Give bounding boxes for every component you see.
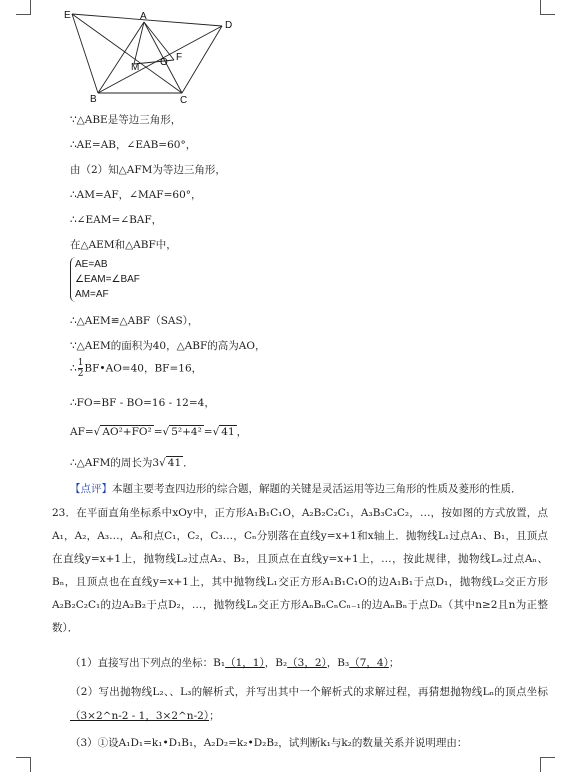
comment-badge: 【点评】 — [70, 483, 112, 495]
solution-line-7: ∴△AEM≌△ABF（SAS）， — [70, 315, 199, 327]
q1-sep-1: ，B₂ — [264, 657, 288, 669]
sqrt-expression-1: AO²+FO² — [102, 426, 152, 438]
fraction-denominator: 2 — [77, 369, 84, 379]
geometry-figure — [62, 6, 242, 106]
problem-23-text: 23．在平面直角坐标系中xOy中，正方形A₁B₁C₁O，A₂B₂C₂C₁，A₃B₃C₃C₂，…，按如图的方式放置，点A₁，A₂，A₃…，Aₙ和点C₁，C₂，C₃…，Cₙ分别落在直线y=x+1和x轴上．抛物线L₁过点A₁、B₁，且顶点在直线y=x+1上，抛物线L₂过点A₂、B₂，且顶点在直线y=x+1上，…，按此规律，抛物线Lₙ过点Aₙ、Bₙ，且顶点也在直线y=x+1上，其中抛物线L₁交正方形A₁B₁C₁O的边A₁B₁于点D₁，抛物线L₂交正方形A₂B₂C₂C₁的边A₂B₂于点D₂，…，抛物线Lₙ交正方形AₙBₙCₙCₙ₋₁的边AₙBₙ于点Dₙ（其中n≥2且n为正整数）． — [52, 507, 548, 634]
point-label-c: C — [180, 95, 188, 106]
therefore-symbol: ∴ — [70, 362, 77, 375]
corner-mark-top-left — [16, 0, 31, 15]
solution-line-1: ∵△ABE是等边三角形， — [70, 114, 182, 126]
comment-line — [70, 481, 522, 496]
point-label-e: E — [64, 10, 71, 21]
system-row-3: AM=AF — [75, 289, 109, 300]
sqrt-expression-2: 5²+4² — [171, 426, 202, 438]
line-11-end: ， — [236, 426, 248, 438]
sqrt-expression-3: 41 — [221, 426, 235, 438]
answer-b2: （3，2） — [287, 657, 327, 669]
system-row-1: AE=AB — [75, 259, 108, 270]
perimeter-sqrt: 41 — [167, 457, 182, 469]
corner-mark-bottom-left — [16, 757, 31, 772]
solution-line-9 — [70, 358, 202, 379]
solution-line-4: ∴AM=AF，∠MAF=60°， — [70, 189, 202, 201]
answer-b3: （7，4） — [349, 657, 389, 669]
answer-b1: （1，1） — [225, 657, 265, 669]
comment-text: 本题主要考查四边形的综合题，解题的关键是灵活运用等边三角形的性质及菱形的性质． — [112, 483, 522, 495]
line-12-end: ． — [183, 457, 194, 469]
answer-vertex: （3×2^n-2 - 1，3×2^n-2） — [70, 710, 210, 722]
fraction-half — [78, 358, 84, 379]
equals-sign-1: = — [153, 426, 163, 438]
point-label-b: B — [90, 94, 97, 105]
q2-text: （2）写出抛物线L₂、、L₃的解析式，并写出其中一个解析式的求解过程，再猜想抛物线Lₙ的顶点坐标 — [70, 686, 548, 698]
equals-sign-2: = — [203, 426, 213, 438]
point-label-d: D — [225, 20, 233, 31]
equation-system — [70, 257, 140, 302]
af-prefix: AF= — [70, 426, 94, 438]
solution-line-8: ∵△AEM的面积为40，△ABF的高为AO， — [70, 340, 266, 352]
solution-line-12: ∴△AFM的周长为3√ 41 ． — [70, 457, 194, 469]
point-label-a: A — [140, 11, 147, 22]
corner-mark-top-right — [540, 0, 555, 15]
point-label-f: F — [176, 52, 183, 63]
question-1 — [70, 655, 399, 670]
q1-sep-2: ，B₃ — [326, 657, 350, 669]
question-3: （3）①设A₁D₁=k₁•D₁B₁，A₂D₂=k₂•D₂B₂，试判断k₁与k₂的数量关系并说明理由： — [70, 737, 468, 749]
point-label-m: M — [131, 62, 140, 73]
solution-line-2: ∴AE=AB，∠EAB=60°， — [70, 139, 197, 151]
fraction-numerator: 1 — [77, 358, 84, 368]
system-row-2: ∠EAM=∠BAF — [75, 274, 140, 285]
corner-mark-bottom-right — [540, 757, 555, 772]
q1-end: ； — [388, 657, 400, 669]
q1-prefix: （1）直接写出下列点的坐标：B₁ — [70, 657, 226, 669]
solution-line-9-text: BF•AO=40，BF=16， — [84, 362, 203, 375]
solution-line-3: 由（2）知△AFM为等边三角形， — [70, 164, 226, 176]
solution-line-10: ∴FO=BF - BO=16 - 12=4， — [70, 397, 215, 409]
perimeter-text: ∴△AFM的周长为3 — [70, 457, 160, 469]
solution-line-6: 在△AEM和△ABF中， — [70, 239, 177, 251]
q2-end: ； — [209, 710, 220, 722]
solution-line-11: AF=√ AO²+FO² =√ 5²+4² =√ 41 ， — [70, 426, 248, 438]
question-2 — [70, 680, 548, 728]
solution-line-5: ∴∠EAM=∠BAF， — [70, 214, 163, 226]
point-label-o: O — [160, 57, 168, 68]
